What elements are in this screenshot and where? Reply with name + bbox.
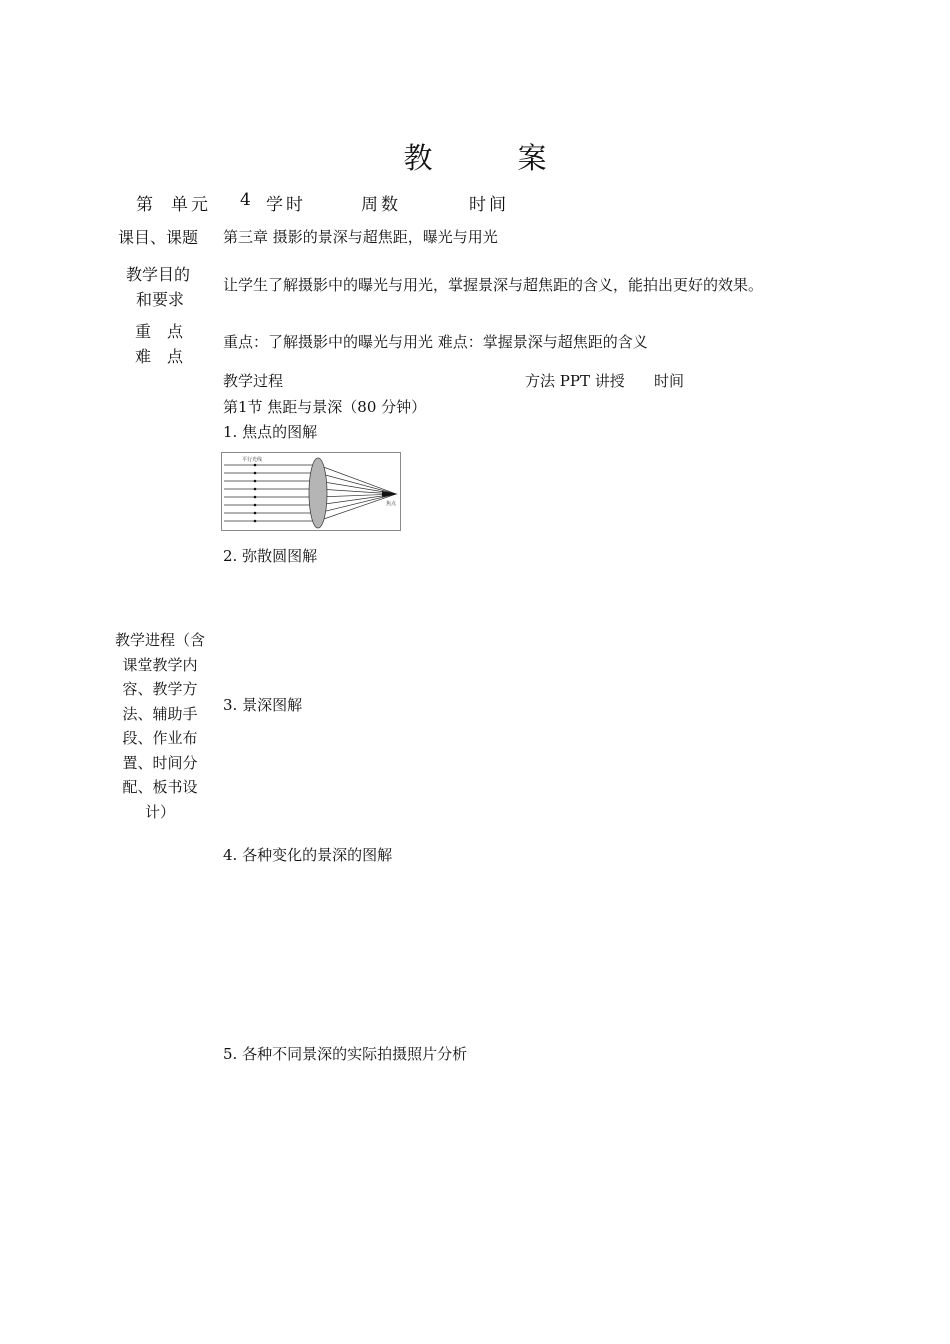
focus-diagram (221, 452, 401, 531)
list-item: 3. 景深图解 (223, 696, 303, 714)
header-di: 第 (136, 195, 153, 215)
list-item: 4. 各种变化的景深的图解 (223, 846, 393, 864)
list-item: 2. 弥散圆图解 (223, 547, 318, 565)
topic-label: 课目、课题 (118, 228, 199, 247)
header-time: 时间 (469, 195, 509, 215)
key-label-line2: 难 点 (135, 347, 184, 366)
goal-value: 让学生了解摄影中的曝光与用光，掌握景深与超焦距的含义，能拍出更好的效果。 (223, 276, 764, 294)
list-item: 1. 焦点的图解 (223, 423, 318, 441)
header-hours: 学时 (266, 195, 306, 215)
header-unit: 单元 (171, 195, 211, 215)
goal-label-line2: 和要求 (136, 290, 185, 309)
header-week: 周数 (361, 195, 401, 215)
key-label-line1: 重 点 (135, 322, 184, 341)
goal-label-line1: 教学目的 (126, 265, 191, 284)
process-heading: 教学过程 (223, 372, 284, 390)
parallel-light-label: 平行光线 (242, 457, 263, 463)
page-title: 教 案 (403, 141, 575, 175)
process-time: 时间 (654, 372, 685, 390)
process-method: 方法 PPT 讲授 (525, 372, 625, 390)
lens-diagram (222, 453, 400, 530)
key-value: 重点：了解摄影中的曝光与用光 难点：掌握景深与超焦距的含义 (223, 333, 648, 351)
process-side-label: 教学进程（含课堂教学内容、教学方法、辅助手段、作业布置、时间分配、板书设计） (114, 631, 205, 821)
topic-value: 第三章 摄影的景深与超焦距，曝光与用光 (223, 228, 498, 246)
focus-point-label: 焦点 (386, 501, 397, 507)
list-item: 5. 各种不同景深的实际拍摄照片分析 (223, 1045, 468, 1063)
section-title: 第1节 焦距与景深（80 分钟） (223, 398, 427, 416)
header-hours-value: 4 (240, 190, 251, 210)
